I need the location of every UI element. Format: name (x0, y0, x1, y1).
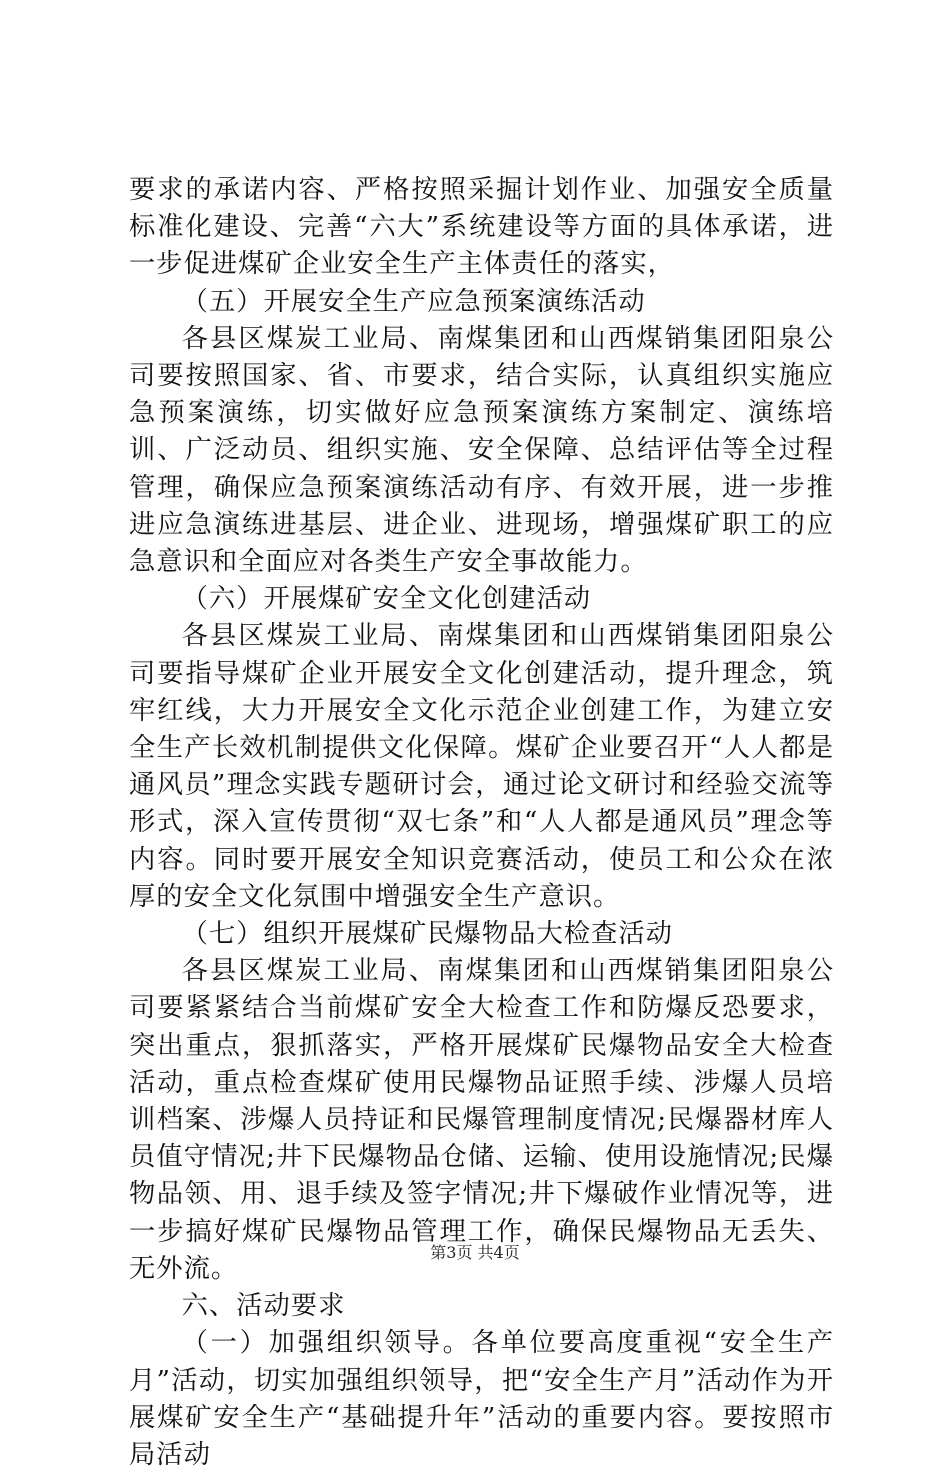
paragraph-emergency-drill: 各县区煤炭工业局、南煤集团和山西煤销集团阳泉公司要按照国家、省、市要求，结合实际，认真组织实施应急预案演练，切实做好应急预案演练方案制定、演练培训、广泛动员、组织实施、安全保障、总结评估等全过程管理，确保应急预案演练活动有序、有效开展，进一步推进应急演练进基层、进企业、进现场，增强煤矿职工的应急意识和全面应对各类生产安全事故能力。 (129, 323, 834, 578)
paragraph-safety-culture: 各县区煤炭工业局、南煤集团和山西煤销集团阳泉公司要指导煤矿企业开展安全文化创建活动，提升理念，筑牢红线，大力开展安全文化示范企业创建工作，为建立安全生产长效机制提供文化保障。煤矿企业要召开“人人都是通风员”理念实践专题研讨会，通过论文研讨和经验交流等形式，深入宣传贯彻“双七条”和“人人都是通风员”理念等内容。同时要开展安全知识竞赛活动，使员工和公众在浓厚的安全文化氛围中增强安全生产意识。 (129, 621, 834, 912)
section-heading-7: （七）组织开展煤矿民爆物品大检查活动 (181, 919, 673, 950)
page-footer: 第3页 共4页 (430, 1243, 520, 1262)
paragraph-continuation: 要求的承诺内容、严格按照采掘计划作业、加强安全质量标准化建设、完善“六大”系统建设等方面的具体承诺，进一步促进煤矿企业安全生产主体责任的落实， (129, 175, 834, 280)
paragraph-explosives-inspection: 各县区煤炭工业局、南煤集团和山西煤销集团阳泉公司要紧紧结合当前煤矿安全大检查工作和防爆反恐要求，突出重点，狠抓落实，严格开展煤矿民爆物品安全大检查活动，重点检查煤矿使用民爆物品证照手续、涉爆人员培训档案、涉爆人员持证和民爆管理制度情况;民爆器材库人员值守情况;井下民爆物品仓储、运输、使用设施情况;民爆物品领、用、退手续及签字情况;井下爆破作业情况等，进一步搞好煤矿民爆物品管理工作，确保民爆物品无丢失、无外流。 (129, 956, 835, 1284)
section-heading-requirements: 六、活动要求 (181, 1291, 346, 1322)
paragraph-organization: （一）加强组织领导。各单位要高度重视“安全生产月”活动，切实加强组织领导，把“安全生产月”活动作为开展煤矿安全生产“基础提升年”活动的重要内容。要按照市局活动 (129, 1328, 834, 1470)
document-body (129, 172, 834, 1474)
section-heading-5: （五）开展安全生产应急预案演练活动 (181, 286, 646, 317)
section-heading-6: （六）开展煤矿安全文化创建活动 (181, 584, 592, 615)
